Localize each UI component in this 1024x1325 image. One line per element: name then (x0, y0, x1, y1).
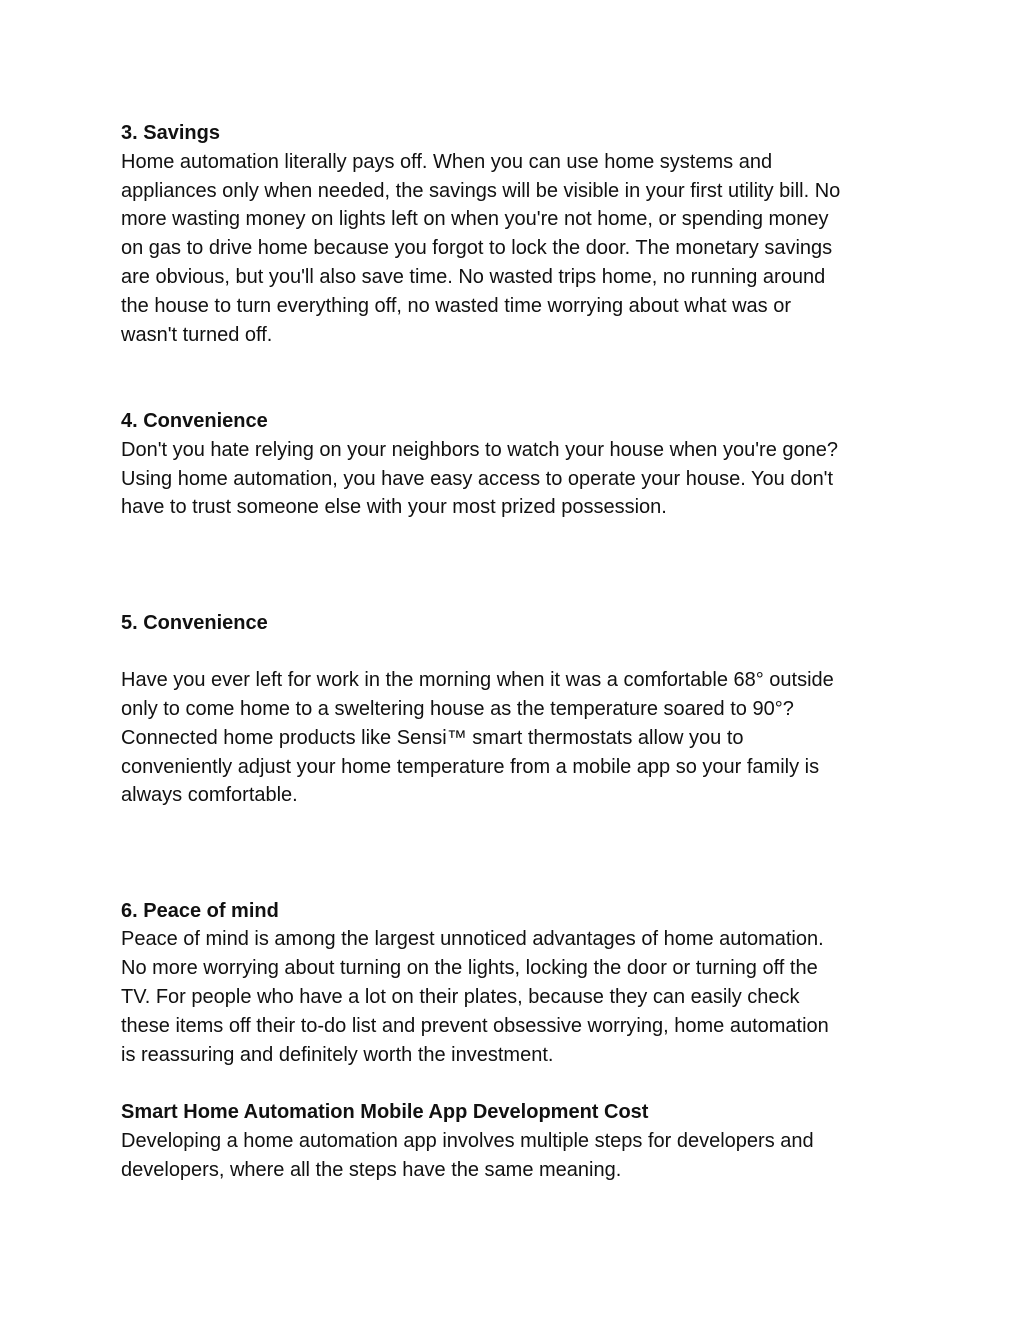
section-heading: 3. Savings (121, 122, 220, 144)
section-convenience-4 (121, 407, 911, 522)
blank-line (121, 810, 911, 839)
paragraph-line: No more worrying about turning on the lights, locking the door or turning off the (121, 957, 818, 980)
blank-line (121, 378, 911, 407)
paragraph-line: Using home automation, you have easy access to operate your house. You don't (121, 467, 834, 490)
blank-line (121, 551, 911, 580)
blank-line (121, 637, 911, 666)
section-peace-of-mind (121, 897, 911, 1070)
paragraph-line: on gas to drive home because you forgot to lock the door. The monetary savings (121, 237, 833, 260)
paragraph-line: developers, where all the steps have the same meaning. (121, 1158, 622, 1181)
paragraph-line: TV. For people who have a lot on their plates, because they can easily check (121, 985, 800, 1008)
paragraph-line: the house to turn everything off, no wasted time worrying about what was or (121, 294, 791, 317)
blank-line (121, 1069, 911, 1098)
blank-line (121, 868, 911, 897)
blank-line (121, 580, 911, 609)
paragraph-line: Home automation literally pays off. When you can use home systems and (121, 150, 773, 173)
paragraph-line: more wasting money on lights left on when you're not home, or spending money (121, 208, 829, 231)
paragraph-line: wasn't turned off. (121, 323, 273, 346)
paragraph-line: are obvious, but you'll also save time. No wasted trips home, no running around (121, 265, 826, 288)
paragraph-line: Don't you hate relying on your neighbors to watch your house when you're gone? (121, 438, 838, 461)
section-development-cost (121, 1098, 911, 1184)
section-heading: Smart Home Automation Mobile App Development Cost (121, 1101, 649, 1124)
section-heading: 4. Convenience (121, 409, 268, 432)
blank-line (121, 349, 911, 378)
section-convenience-5 (121, 609, 911, 811)
paragraph-line: Have you ever left for work in the morning when it was a comfortable 68° outside (121, 669, 834, 692)
blank-line (121, 839, 911, 868)
paragraph-line: only to come home to a sweltering house as the temperature soared to 90°? (121, 697, 794, 720)
section-heading: 6. Peace of mind (121, 899, 279, 922)
paragraph-line: Developing a home automation app involves multiple steps for developers and (121, 1129, 814, 1152)
paragraph-line: appliances only when needed, the savings will be visible in your first utility bill. No (121, 179, 841, 202)
section-savings (121, 119, 911, 349)
paragraph-line: Peace of mind is among the largest unnoticed advantages of home automation. (121, 928, 824, 951)
blank-line (121, 522, 911, 551)
section-heading: 5. Convenience (121, 611, 268, 634)
paragraph-line: Connected home products like Sensi™ smart thermostats allow you to (121, 726, 744, 749)
paragraph-line: is reassuring and definitely worth the investment. (121, 1043, 554, 1066)
paragraph-line: conveniently adjust your home temperature from a mobile app so your family is (121, 755, 820, 778)
document-page (121, 119, 911, 1184)
paragraph-line: have to trust someone else with your most prized possession. (121, 496, 667, 519)
paragraph-line: always comfortable. (121, 784, 298, 807)
paragraph-line: these items off their to-do list and prevent obsessive worrying, home automation (121, 1014, 829, 1037)
